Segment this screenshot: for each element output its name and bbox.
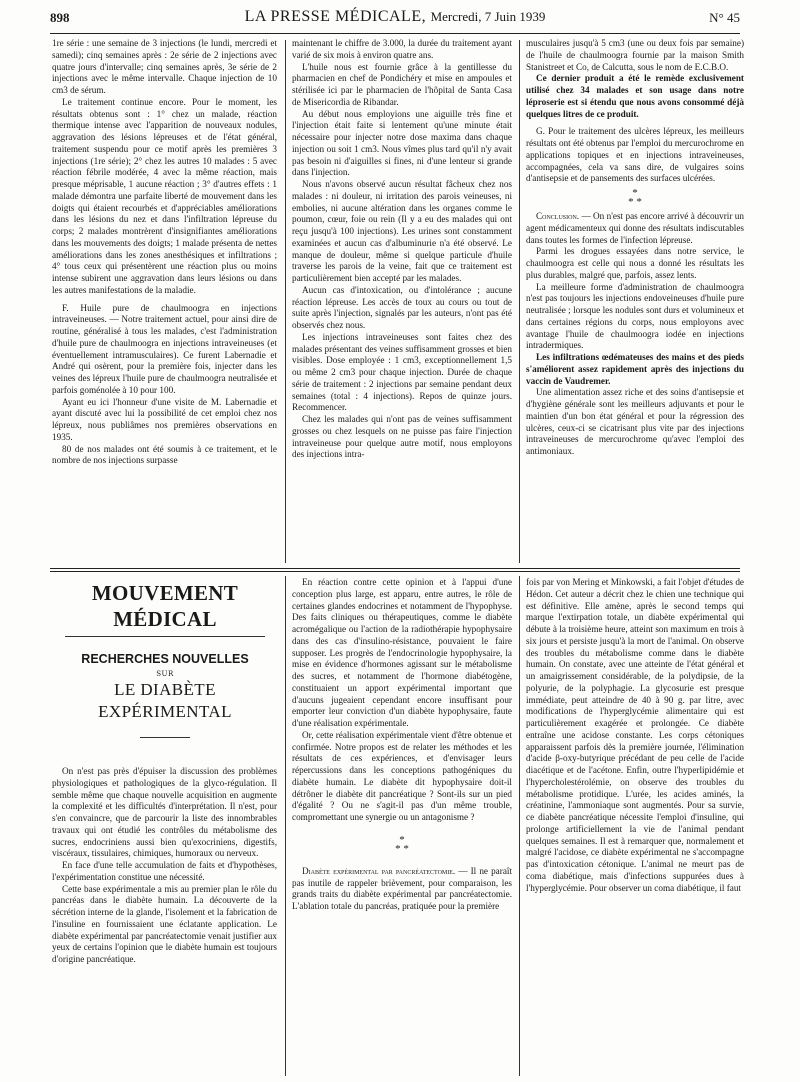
paragraph: 80 de nos malades ont été soumis à ce traitement, et le nombre de nos injections surpasse [52, 443, 277, 466]
page-number: 898 [50, 10, 70, 25]
paragraph: Une alimentation assez riche et des soins d'antisepsie et d'hygiène générale sont les meilleurs adjuvants et pour le maintien d'un bon état général et pour la régression des ulcères, ceux-ci se cicatrisant plus vite par des injections intraveineuses de mercurochrome qu'avec l'emploi des antimoniaux. [526, 387, 744, 456]
paragraph: Or, cette réalisation expérimentale vient d'être obtenue et confirmée. Notre propos est de relater les méthodes et les résultats de ces expériences, et d'envisager leurs répercussions dans les conceptions pathogéniques du diabète humain. Le diabète dit hypophysaire doit-il détrôner le diabète dit pancréatique ? Sont-ils sur un pied d'égalité ? Ou ne s'agit-il pas d'un même trouble, compromettant une synergie ou un antagonisme ? [292, 729, 512, 822]
section-asterism: * * * [395, 833, 409, 855]
paragraph: F. Huile pure de chaulmoogra en injections intraveineuses. — Notre traitement actuel, pour ainsi dire de routine, généralisé à tous les malades, c'est l'administration d'huile pure de chaulmoogra en injections intraveineuses (et éventuellement intramusculaires). Ce furent Labernadie et André qui osèrent, pour la première fois, injecter dans les veines des lépreux l'huile pure de chaulmoogra neutralisée et parfois goménolée à 10 pour 100. [52, 302, 277, 395]
paragraph: La meilleure forme d'administration de chaulmoogra n'est pas toujours les injections endoveineuses d'huile pure neutralisée ; lorsque les nodules sont durs et volumineux et dans certaines régions du corps, nous employons avec avantage l'huile de chaulmoogra iodée en injections intradermiques. [526, 281, 744, 351]
article-connector: SUR [156, 670, 174, 678]
headline-rule [140, 737, 190, 738]
issue-number: N° 45 [709, 10, 740, 25]
paragraph: Les infiltrations œdémateuses des mains et des pieds s'améliorent assez rapidement après des injections du vaccin de Vaudremer. [526, 352, 744, 386]
section-rule [50, 568, 740, 569]
journal-title [50, 8, 740, 26]
paragraph: On n'est pas près d'épuiser la discussion des problèmes physiologiques et pathologiques de la glyco-régulation. Il semble même que chaque nouvelle acquisition en augmente la complexité et les difficultés d'interprétation. Il n'est, pour s'en convaincre, que de parcourir la liste des innombrables travaux qui ont étudié les contrôles du métabolisme des sucres, endocriniens aussi bien qu'exocriniens, digestifs, viscéraux, tissulaires, chimiques, humoraux ou nerveux. [52, 766, 277, 859]
section-asterism: * * * [628, 187, 642, 208]
paragraph: Les injections intraveineuses sont faites chez des malades présentant des veines suffisamment grosses et bien visibles. Dose employée : 1 cm3, exceptionnellement 1,5 ou même 2 cm3 pour chaque injection. Durée de chaque série de traitement : 2 injections par semaine pendant deux semaines (total : 4 injections). Repos de quinze jours. Recommencer. [292, 331, 512, 413]
column-divider [519, 40, 520, 563]
paragraph: L'huile nous est fournie grâce à la gentillesse du pharmacien en chef de Pondichéry et mise en ampoules et stérilisée ici par le pharmacien de l'hôpital de Santa Casa de Misericordia de Ribandar. [292, 61, 512, 107]
conclusion-label: Conclusion. [536, 211, 580, 221]
bottom-column-1 [52, 766, 277, 1076]
column-divider [285, 576, 286, 1076]
paragraph: maintenant le chiffre de 3.000, la durée du traitement ayant varié de six mois à environ quatre ans. [292, 38, 512, 60]
paragraph: Au début nous employions une aiguille très fine et l'injection était faite si lentement qu'une minute était nécessaire pour injecter notre dose maxima dans chaque injection ou soit 1 cm3. Nous vîmes plus tard qu'il n'y avait pas besoin ni d'aiguilles si fines, ni d'une lenteur si grande dans l'injection. [292, 108, 512, 178]
top-column-3 [526, 38, 744, 565]
paragraph: En réaction contre cette opinion et à l'appui d'une conception plus large, est apparu, entre autres, le rôle de certaines glandes endocrines et notamment de l'hypophyse. Des faits cliniques ou thérapeutiques, comme le diabète acromégalique ou l'action de la radiothérapie hypophysaire dans des cas d'insulino-résistance, pouvaient le faire supposer. Les progrès de l'endocrinologie hypophysaire, la mise en évidence d'hormones agissant sur le métabolisme des sucres, et notamment de l'hormone diabétogène, constituaient un apport expérimental important que d'aucuns jugeaient cependant encore insuffisant pour emporter leur conviction d'un diabète hypophysaire, faute d'une réalisation expérimentale. [292, 577, 512, 728]
paragraph: musculaires jusqu'à 5 cm3 (une ou deux fois par semaine) de l'huile de chaulmoogra fournie par la maison Smith Stanistreet et Co, de Calcutta, sous le nom de E.C.B.O. [526, 38, 744, 72]
running-header [50, 8, 740, 30]
section-rule [50, 571, 740, 572]
column-divider [519, 576, 520, 1076]
paragraph: Chez les malades qui n'ont pas de veines suffisamment grosses ou chez lesquels on ne puisse pas faire l'injection intraveineuse pour quelque autre motif, nous employons des injections intra- [292, 414, 512, 460]
bottom-column-3 [526, 577, 744, 1077]
paragraph: Parmi les drogues essayées dans notre service, le chaulmoogra est celle qui nous a donné les résultats les plus durables, malgré que, parfois, assez lents. [526, 246, 744, 280]
issue-date: Mercredi, 7 Juin 1939 [430, 9, 546, 24]
paragraph: Ce dernier produit a été le remède exclusivement utilisé chez 34 malades et son usage dans notre léproserie est si étendu que nous avons consommé déjà quelques litres de ce produit. [526, 73, 744, 119]
header-rule [50, 33, 740, 34]
paragraph: Diabète expérimental par pancréatectomie. — Il ne paraît pas inutile de rappeler brièvement, pour comparaison, les grands traits du diabète expérimental par pancréatectomie. L'ablation totale du pancréas, pratiquée pour la première [292, 865, 512, 911]
journal-name: LA PRESSE MÉDICALE, [244, 8, 427, 25]
column-divider [285, 40, 286, 563]
paragraph: Ayant eu ici l'honneur d'une visite de M. Labernadie et ayant discuté avec lui la possibilité de cet emploi chez nos lépreux, nous publiâmes nos premières observations en 1935. [52, 396, 277, 442]
paragraph: Aucun cas d'intoxication, ou d'intolérance ; aucune réaction lépreuse. Les accès de toux au cours ou tout de suite après l'injection, signalés par les auteurs, n'ont pas été observés chez nous. [292, 284, 512, 330]
paragraph: fois par von Mering et Minkowski, a fait l'objet d'études de Hédon. Cet auteur a décrit chez le chien une technique qui est définitive. Elle amène, après le second temps qui marque l'extirpation totale, un diabète expérimental qui débute à la troisième heure, atteint son maximum en trois à six jours et persiste jusqu'à la mort de l'animal. On observe des troubles du métabolisme comme dans le diabète humain. On constate, avec une atteinte de l'état général et un amaigrissement considérable, de la polydipsie, de la polyurie, de la polyphagie. La glycosurie est presque immédiate, peut atteindre de 40 à 90 g. par litre, avec modifications de l'hyperglycémie alimentaire qui est particulièrement exagérée et prolongée. Ce diabète entraîne une acidose constante. Les corps cétoniques apparaissent parfois dès la première journée, l'élimination d'acide β-oxy-butyrique précédant de peu celle de l'acide diacétique et de l'acétone. Enfin, outre l'hyperlipidémie et l'hypercholestérolémie, on observe des troubles du métabolisme protidique. L'urée, les acides aminés, la créatinine, l'ammoniaque sont augmentés. Pour sa survie, ce diabète pancréatique nécessite l'emploi d'insuline, qui prolonge artificiellement la vie de l'animal pendant quelques semaines. Il est à remarquer que, normalement et malgré l'acidose, ce diabète expérimental ne s'accompagne pas d'intoxication cétonique. L'animal ne meurt pas de coma diabétique, mais d'infections suppurées dues à l'hyperglycémie. Pour observer un coma diabétique, il faut [526, 577, 744, 893]
top-column-2 [292, 38, 512, 565]
paragraph: En face d'une telle accumulation de faits et d'hypothèses, l'expérimentation constitue une nécessité. [52, 860, 277, 882]
article-headline: LE DIABÈTE EXPÉRIMENTAL [98, 680, 232, 721]
article-kicker: RECHERCHES NOUVELLES [81, 652, 249, 666]
section-heading-block [50, 580, 280, 738]
paragraph: Nous n'avons observé aucun résultat fâcheux chez nos malades : ni douleur, ni irritation des parois veineuses, ni embolies, ni aucune altération dans les organes comme le poumon, cœur, foie ou rein (Il y a eu des malades qui ont reçu jusqu'à 100 injections). Les urines sont constamment examinées et aucun cas d'albuminurie n'a été observé. Le manque de douleur, même si quelque particule d'huile traverse les parois de la veine, fait que ce traitement est particulièrement bien accepté par les malades. [292, 179, 512, 283]
conclusion-paragraph: Conclusion. — On n'est pas encore arrivé à découvrir un agent médicamenteux qui donne des résultats indiscutables dans toutes les formes de l'infection lépreuse. [526, 211, 744, 245]
paragraph: Cette base expérimentale a mis au premier plan le rôle du pancréas dans le diabète humain. La découverte de la sécrétion interne de la glande, l'isolement et la fabrication de l'insuline en fournissaient une éclatante application. Le diabète expérimental par pancréatectomie venait justifier aux yeux de certains l'opinion que le diabète humain est toujours d'origine pancréatique. [52, 883, 277, 964]
bottom-column-2 [292, 577, 512, 1077]
section-title: MOUVEMENT MÉDICAL [91, 581, 239, 631]
subsection-label: Diabète expérimental par pancréatectomie. [302, 865, 456, 876]
paragraph: Le traitement continue encore. Pour le moment, les résultats obtenus sont : 1° chez un malade, réaction thermique intense avec l'apparition de nouveaux nodules, aggravation des lésions lépreuses et de l'état général, traitement suspendu pour ce motif après les premières 3 injections (1re série); 2° chez les autres 10 malades : 5 avec réaction fébrile modérée, 4 avec la même réaction, mais presque méprisable, 1 aucune réaction ; 3° d'autres effets : 1 malade démontra une parfaite liberté de mouvement dans les doigts qui étaient recourbés et d'appréciables améliorations dans les lésions du nez et dans l'infiltration lépreuse du corps; 2 malades montrèrent d'insignifiantes améliorations dans les mouvements des doigts; 1 malade présenta de nettes améliorations dans les zones anesthésiques et infiltrations ; 4° tous ceux qui présentèrent une réaction plus ou moins intense subirent une aggravation dans leurs lésions ou dans les autres manifestations de la maladie. [52, 96, 277, 295]
paragraph: G. Pour le traitement des ulcères lépreux, les meilleurs résultats ont été obtenus par l'emploi du mercurochrome en applications topiques et en injections intraveineuses, accompagnées, cela va sans dire, de vulgaires soins d'antisepsie et de pansements des surfaces ulcérées. [526, 126, 744, 184]
paragraph: 1re série : une semaine de 3 injections (le lundi, mercredi et samedi); cinq semaines après : 2e série de 2 injections avec quatre jours d'intervalle; cinq semaines après, 3e série de 2 injections avec le même intervalle. Chaque injection de 10 cm3 de sérum. [52, 38, 277, 95]
title-rule [65, 636, 265, 637]
top-column-1 [52, 38, 277, 565]
